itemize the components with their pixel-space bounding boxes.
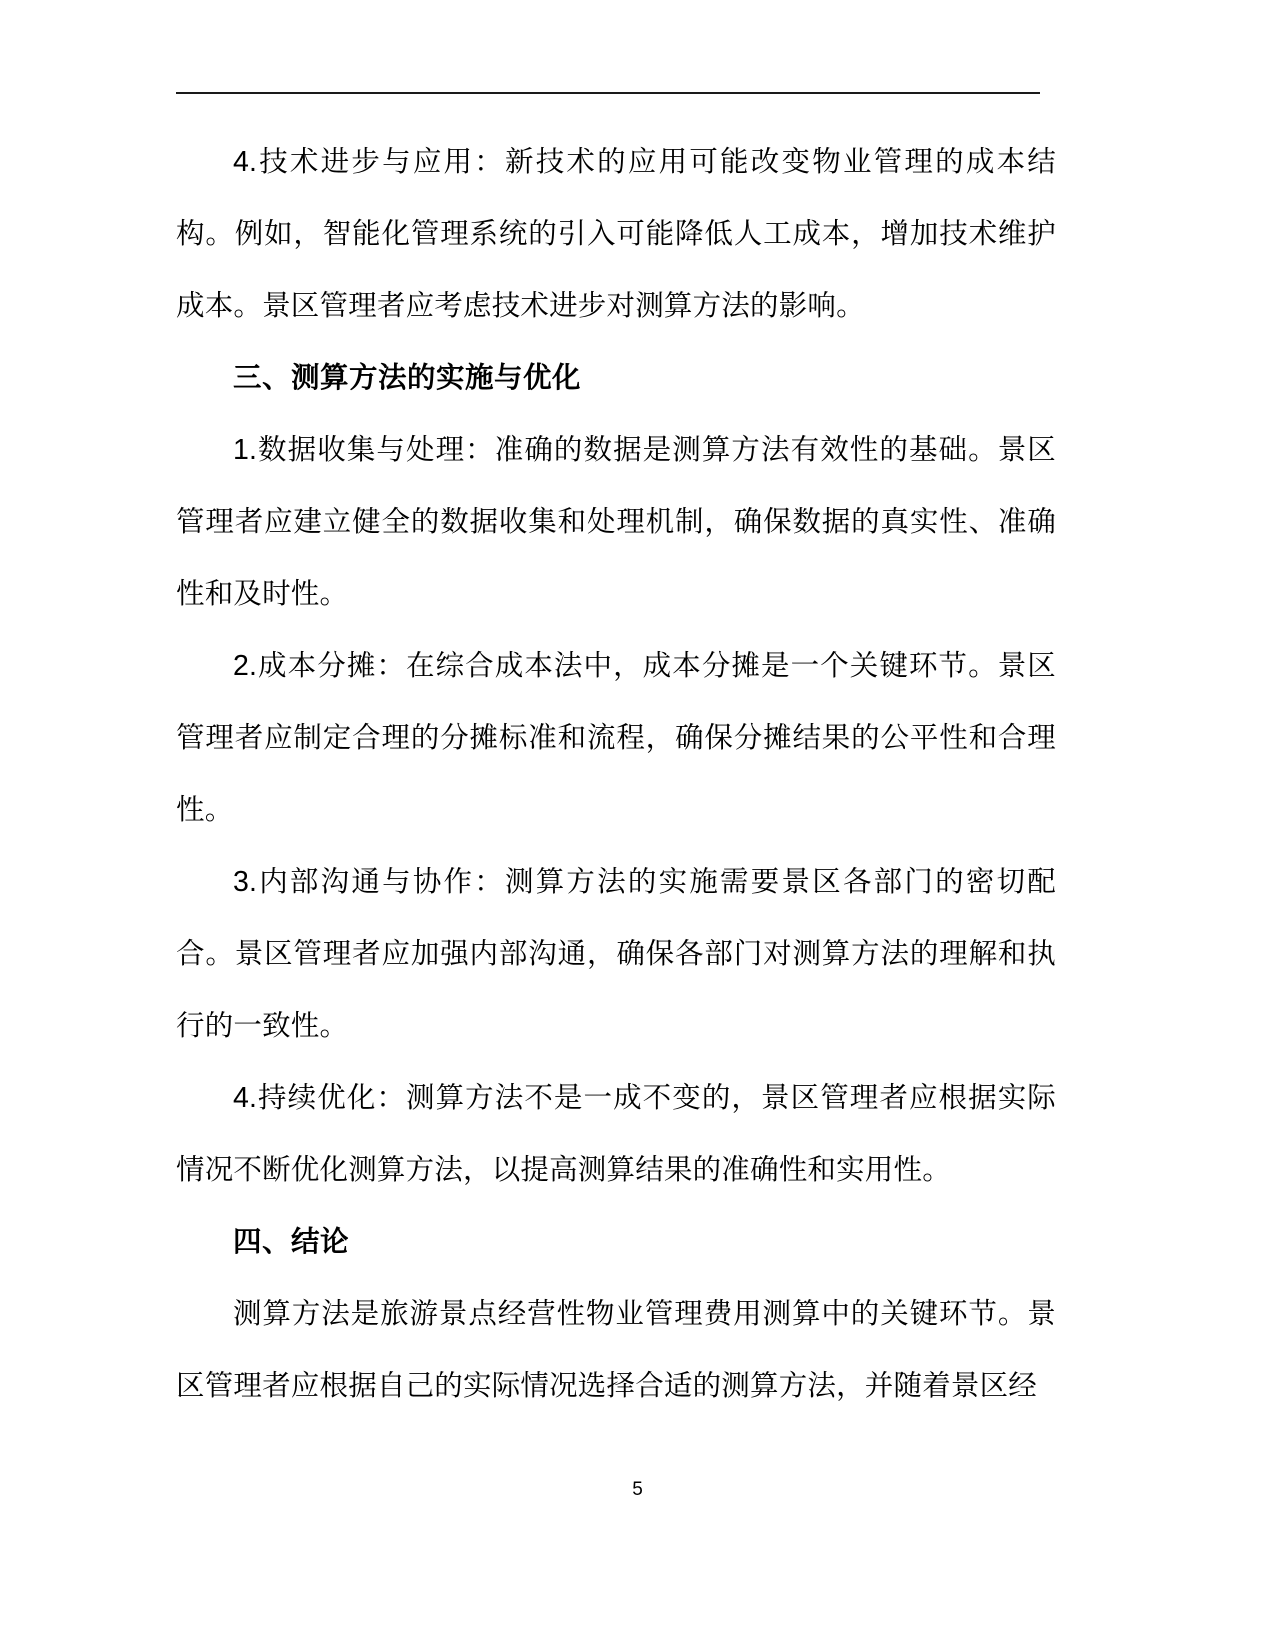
heading-section-four: 四、结论 xyxy=(233,1226,350,1258)
paragraph-conclusion: 测算方法是旅游景点经营性物业管理费用测算中的关键环节。景区管理者应根据自己的实际情况选择合适的测算方法，并随着景区经 xyxy=(176,1298,1056,1402)
paragraph-internal-communication: 3.内部沟通与协作：测算方法的实施需要景区各部门的密切配合。景区管理者应加强内部沟通，确保各部门对测算方法的理解和执行的一致性。 xyxy=(176,866,1056,1042)
paragraph-continuous-optimization: 4.持续优化：测算方法不是一成不变的，景区管理者应根据实际情况不断优化测算方法，以提高测算结果的准确性和实用性。 xyxy=(176,1082,1056,1186)
document-body xyxy=(176,126,1056,1422)
paragraph-data-collection: 1.数据收集与处理：准确的数据是测算方法有效性的基础。景区管理者应建立健全的数据收集和处理机制，确保数据的真实性、准确性和及时性。 xyxy=(176,434,1056,610)
page-number: 5 xyxy=(632,1479,643,1500)
header-divider xyxy=(176,92,1040,94)
paragraph-cost-allocation: 2.成本分摊：在综合成本法中，成本分摊是一个关键环节。景区管理者应制定合理的分摊标准和流程，确保分摊结果的公平性和合理性。 xyxy=(176,650,1056,826)
heading-section-three: 三、测算方法的实施与优化 xyxy=(233,362,582,394)
paragraph-tech-progress: 4.技术进步与应用：新技术的应用可能改变物业管理的成本结构。例如，智能化管理系统的引入可能降低人工成本，增加技术维护成本。景区管理者应考虑技术进步对测算方法的影响。 xyxy=(176,146,1056,322)
